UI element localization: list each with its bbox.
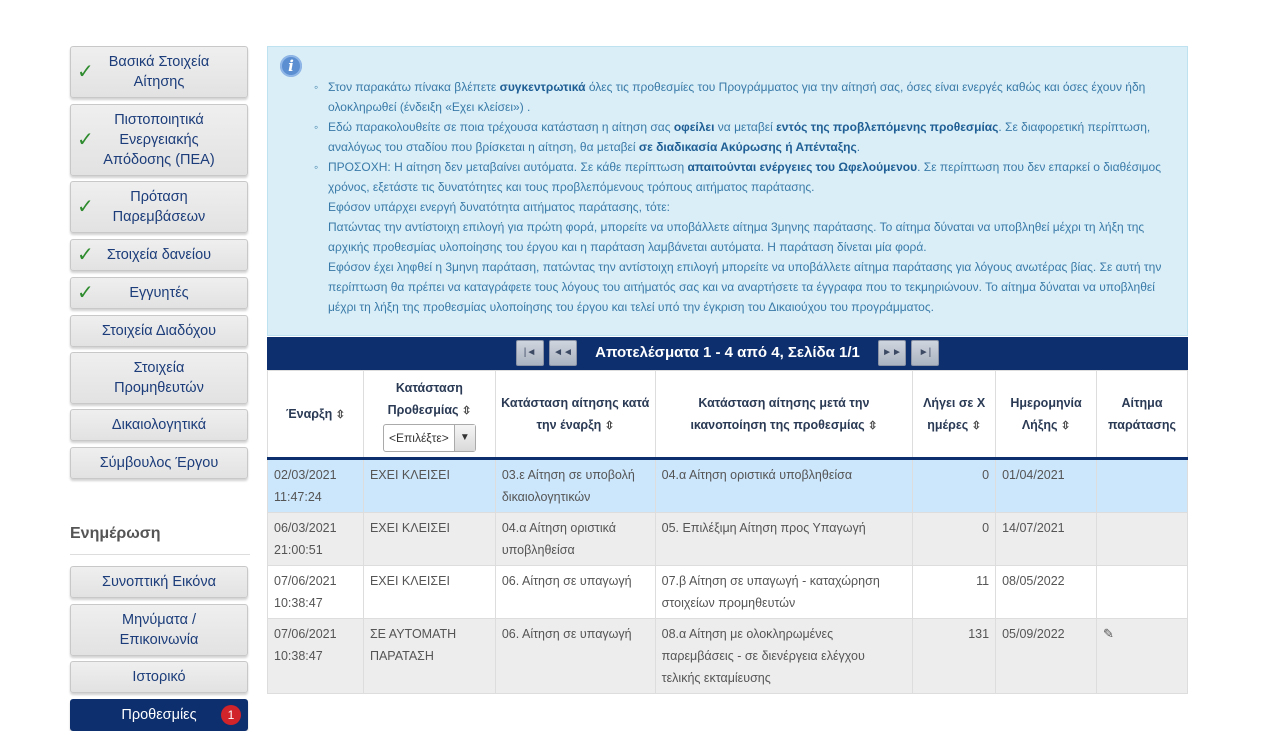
cell-expiry: 01/04/2021 [996,459,1097,513]
sidebar-item-messages[interactable] [70,604,248,656]
cell-days: 11 [913,566,996,619]
pencil-icon[interactable]: ✎ [1103,626,1114,641]
sidebar-item-basic-info[interactable] [70,46,248,98]
cell-status-start: 06. Αίτηση σε υπαγωγή [495,619,655,694]
cell-status-after: 05. Επιλέξιμη Αίτηση προς Υπαγωγή [655,513,913,566]
info-paragraph: Εφόσον έχει ληφθεί η 3μηνη παράταση, πατώντας την αντίστοιχη επιλογή μπορείτε να υποβάλλετε αίτημα παράτασης για λόγους ανωτέρας βίας. Σε αυτή την περίπτωση θα πρέπει να καταγράφετε τους λόγους του αιτήματός σας και να αναρτήσετε τα έγγραφα που το τεκμηριώνουν. Το αίτημα δύναται να υποβληθεί μέχρι τη λήξη της προθεσμίας υλοποίησης του έργου και τελεί υπό την έγκριση του Δικαιούχου του προγράμματος. [328,260,1162,314]
sidebar-item-successor[interactable] [70,315,248,347]
sort-icon[interactable]: ⇳ [971,419,982,432]
sidebar-item-label: Σύμβουλος Έργου [99,455,219,471]
last-page-button[interactable]: ►| [911,340,939,366]
sidebar-item-history[interactable] [70,661,248,693]
table-row[interactable] [268,566,1188,619]
table-row[interactable] [268,513,1188,566]
sidebar-item-loan[interactable] [70,239,248,271]
cell-expiry: 05/09/2022 [996,619,1097,694]
info-bullet: ◦ ΠΡΟΣΟΧΗ: Η αίτηση δεν μεταβαίνει αυτόματα. Σε κάθε περίπτωση απαιτούνται ενέργειες του Ωφελούμενου. Σε περίπτωση που δεν επαρκεί ο διαθέσιμος χρόνος, εξετάστε τις δυνατότητες και τους προβλεπόμενους τρόπους αιτήματος παράτασης. [328,157,1173,197]
filter-value: <Επιλέξτε> [389,430,449,445]
column-header-extension: Αίτημα παράτασης [1097,371,1188,459]
column-header-status-after[interactable]: Κατάσταση αίτησης μετά την ικανοποίηση της προθεσμίας ⇳ [655,371,913,459]
cell-deadline-status: ΕΧΕΙ ΚΛΕΙΣΕΙ [363,566,495,619]
cell-start: 06/03/2021 21:00:51 [268,513,364,566]
check-icon: ✓ [77,196,94,218]
cell-deadline-status: ΣΕ ΑΥΤΟΜΑΤΗ ΠΑΡΑΤΑΣΗ [363,619,495,694]
sidebar-item-label: Πρόταση Παρεμβάσεων [112,189,206,225]
info-icon: i [280,55,302,77]
info-bullet: ◦ Στον παρακάτω πίνακα βλέπετε συγκεντρωτικά όλες τις προθεσμίες του Προγράμματος για την αίτησή σας, όσες είναι ενεργές καθώς και όσες έχουν ήδη ολοκληρωθεί (ένδειξη «Εχει κλείσει») . [328,77,1173,117]
pager-status: Αποτελέσματα 1 - 4 από 4, Σελίδα 1/1 [595,344,860,361]
cell-status-after: 04.α Αίτηση οριστικά υποβληθείσα [655,459,913,513]
sort-icon[interactable]: ⇳ [604,419,615,432]
first-page-button[interactable]: |◄ [516,340,544,366]
info-paragraph: Πατώντας την αντίστοιχη επιλογή για πρώτη φορά, μπορείτε να υποβάλλετε αίτημα 3μηνης παράτασης. Το αίτημα δύναται να υποβληθεί μέχρι τη λήξη της αρχικής προθεσμίας υλοποίησης του έργου και η παράταση λαμβάνεται αυτόματα. Η παράταση δίνεται μία φορά. [328,220,1145,254]
notification-badge: 1 [221,705,241,725]
check-icon: ✓ [77,61,94,83]
sidebar-item-label: Βασικά Στοιχεία Αίτησης [108,54,210,90]
info-paragraph: Εφόσον υπάρχει ενεργή δυνατότητα αιτήματος παράτασης, τότε: [328,200,670,214]
sidebar-item-guarantors[interactable] [70,277,248,309]
sort-icon[interactable]: ⇳ [1061,419,1071,432]
cell-extension [1097,566,1188,619]
cell-days: 0 [913,459,996,513]
sidebar-item-overview[interactable] [70,566,248,598]
sidebar-item-label: Στοιχεία Προμηθευτών [114,360,204,396]
cell-days: 0 [913,513,996,566]
info-bullet: ◦ Εδώ παρακολουθείτε σε ποια τρέχουσα κατάσταση η αίτηση σας οφείλει να μεταβεί εντός της προβλεπόμενης προθεσμίας. Σε διαφορετική περίπτωση, αναλόγως του σταδίου που βρίσκεται η αίτηση, θα μεταβεί σε διαδικασία Ακύρωσης ή Απένταξης. [328,117,1173,157]
cell-status-after: 08.α Αίτηση με ολοκληρωμένες παρεμβάσεις - σε διενέργεια ελέγχου τελικής εκταμίευσης [655,619,913,694]
cell-start: 02/03/2021 11:47:24 [268,459,364,513]
column-header-start[interactable]: Έναρξη ⇳ [268,371,364,459]
sidebar-item-consultant[interactable] [70,447,248,479]
cell-status-start: 06. Αίτηση σε υπαγωγή [495,566,655,619]
column-header-expiry-date[interactable]: Ημερομηνία Λήξης ⇳ [996,371,1097,459]
sidebar-item-label: Ιστορικό [132,669,186,685]
sidebar-item-label: Στοιχεία δανείου [106,247,212,263]
next-page-button[interactable]: ►► [878,340,906,366]
column-header-expires-days[interactable]: Λήγει σε Χ ημέρες ⇳ [913,371,996,459]
sidebar-item-interventions[interactable] [70,181,248,233]
cell-days: 131 [913,619,996,694]
cell-start: 07/06/2021 10:38:47 [268,566,364,619]
table-row[interactable] [268,459,1188,513]
sidebar-item-suppliers[interactable] [70,352,248,404]
deadlines-table [267,370,1188,694]
section-title: Ενημέρωση [70,525,161,542]
sidebar-item-label: Προθεσμίες [121,707,197,723]
cell-expiry: 14/07/2021 [996,513,1097,566]
column-header-status-start[interactable]: Κατάσταση αίτησης κατά την έναρξη ⇳ [495,371,655,459]
sort-icon[interactable]: ⇳ [335,408,345,421]
check-icon: ✓ [77,282,94,304]
sidebar-item-label: Δικαιολογητικά [111,417,207,433]
column-header-deadline-status[interactable]: Κατάσταση Προθεσμίας ⇳ <Επιλέξτε> ▼ [363,371,495,459]
info-list [328,77,1173,317]
sidebar-item-label: Στοιχεία Διαδόχου [101,323,217,339]
sidebar-item-label: Συνοπτική Εικόνα [102,574,216,590]
sidebar-item-documents[interactable] [70,409,248,441]
cell-extension [1097,513,1188,566]
divider [70,554,250,555]
cell-status-start: 03.ε Αίτηση σε υποβολή δικαιολογητικών [495,459,655,513]
sidebar-item-energy-certificates[interactable] [70,104,248,176]
sort-icon[interactable]: ⇳ [868,419,878,432]
cell-extension [1097,459,1188,513]
check-icon: ✓ [77,129,94,151]
prev-page-button[interactable]: ◄◄ [549,340,577,366]
table-row[interactable] [268,619,1188,694]
cell-deadline-status: ΕΧΕΙ ΚΛΕΙΣΕΙ [363,513,495,566]
info-panel [267,46,1188,336]
pager-bar [267,337,1188,370]
cell-status-after: 07.β Αίτηση σε υπαγωγή - καταχώρηση στοιχείων προμηθευτών [655,566,913,619]
sidebar-item-deadlines[interactable] [70,699,248,731]
sidebar-item-label: Εγγυητές [129,285,189,301]
cell-start: 07/06/2021 10:38:47 [268,619,364,694]
chevron-down-icon[interactable]: ▼ [454,425,475,451]
cell-deadline-status: ΕΧΕΙ ΚΛΕΙΣΕΙ [363,459,495,513]
sort-icon[interactable]: ⇳ [462,404,472,417]
deadline-status-filter[interactable] [383,424,476,452]
sidebar-item-label: Πιστοποιητικά Ενεργειακής Απόδοσης (ΠΕΑ) [103,112,215,168]
cell-status-start: 04.α Αίτηση οριστικά υποβληθείσα [495,513,655,566]
cell-expiry: 08/05/2022 [996,566,1097,619]
sidebar-item-label: Μηνύματα / Επικοινωνία [119,612,199,648]
cell-extension [1097,619,1188,694]
check-icon: ✓ [77,244,94,266]
